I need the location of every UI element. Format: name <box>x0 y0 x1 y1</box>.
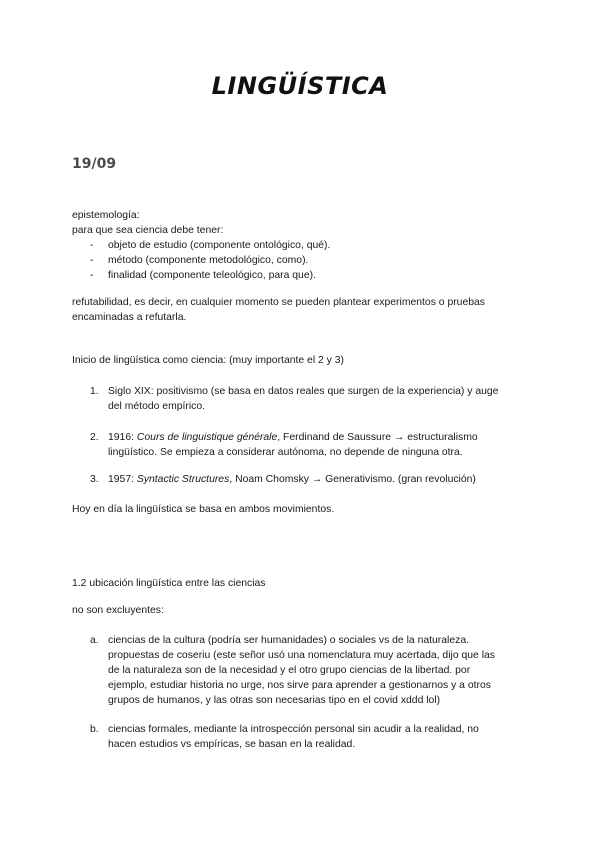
category-line: ejemplo, estudiar historia no urge, nos sirve para aprender a gestionarnos y a otros <box>108 680 491 691</box>
dash-marker: - <box>90 255 94 266</box>
epistemology-intro: para que sea ciencia debe tener: <box>72 225 224 236</box>
page-title: LINGÜÍSTICA <box>211 72 389 100</box>
year-text: 1916: <box>108 432 137 443</box>
section-heading: 1.2 ubicación lingüística entre las ciencias <box>72 578 266 589</box>
category-line: ciencias de la cultura (podría ser humanidades) o sociales vs de la naturaleza. <box>108 635 469 646</box>
history-line <box>108 430 532 445</box>
list-item-text: método (componente metodológico, como). <box>108 255 309 266</box>
hoy-paragraph: Hoy en día la lingüística se basa en ambos movimientos. <box>72 504 335 515</box>
no-excluyentes-text: no son excluyentes: <box>72 605 164 616</box>
history-item-3 <box>72 472 532 487</box>
category-line: ciencias formales, mediante la introspección personal sin acudir a la realidad, no <box>108 724 479 735</box>
category-item-a <box>72 633 532 708</box>
list-item <box>72 268 532 283</box>
epistemology-block <box>72 208 532 283</box>
list-item-text: objeto de estudio (componente ontológico, qué). <box>108 240 331 251</box>
dash-marker: - <box>90 270 94 281</box>
work-title: Cours de linguistique générale <box>136 432 278 443</box>
list-item <box>72 238 532 253</box>
refutability-paragraph <box>72 295 532 325</box>
history-line: Siglo XIX: positivismo (se basa en datos reales que surgen de la experiencia) y auge <box>108 386 499 397</box>
work-title: Syntactic Structures <box>136 474 230 485</box>
category-line: de la naturaleza son de la necesidad y el otro grupo ciencias de la libertad. por <box>108 665 471 676</box>
inicio-paragraph: Inicio de lingüística como ciencia: (muy importante el 2 y 3) <box>72 355 345 366</box>
refutability-line: refutabilidad, es decir, en cualquier momento se pueden plantear experimentos o pruebas <box>72 297 485 308</box>
history-item-2 <box>72 430 532 460</box>
list-item-text: finalidad (componente teleológico, para que). <box>108 270 316 281</box>
category-line: hacen estudios vs empíricas, se basan en la realidad. <box>108 739 356 750</box>
list-letter: b. <box>90 724 99 735</box>
list-item <box>72 253 532 268</box>
year-text: 1957: <box>108 474 137 485</box>
category-line: grupos de humanos, y las otras son necesarias tipo en el covid xddd lol) <box>108 695 441 706</box>
list-number: 1. <box>90 386 99 397</box>
list-number: 3. <box>90 474 99 485</box>
history-line: del método empírico. <box>108 401 206 412</box>
list-letter: a. <box>90 635 99 646</box>
dash-marker: - <box>90 240 94 251</box>
history-item-1 <box>72 384 532 414</box>
refutability-line: encaminadas a refutarla. <box>72 312 187 323</box>
epistemology-heading: epistemología: <box>72 210 140 221</box>
date-heading: 19/09 <box>72 156 117 172</box>
list-number: 2. <box>90 432 99 443</box>
history-text: , Noam Chomsky → Generativismo. (gran revolución) <box>229 474 476 485</box>
category-item-b <box>72 722 532 752</box>
category-line: propuestas de coseriu (este señor usó una nomenclatura muy acertada, dijo que las <box>108 650 495 661</box>
history-text: , Ferdinand de Saussure → estructuralismo <box>277 432 478 443</box>
history-line: lingüístico. Se empieza a considerar autónoma, no depende de ninguna otra. <box>108 447 463 458</box>
history-line <box>108 472 532 487</box>
